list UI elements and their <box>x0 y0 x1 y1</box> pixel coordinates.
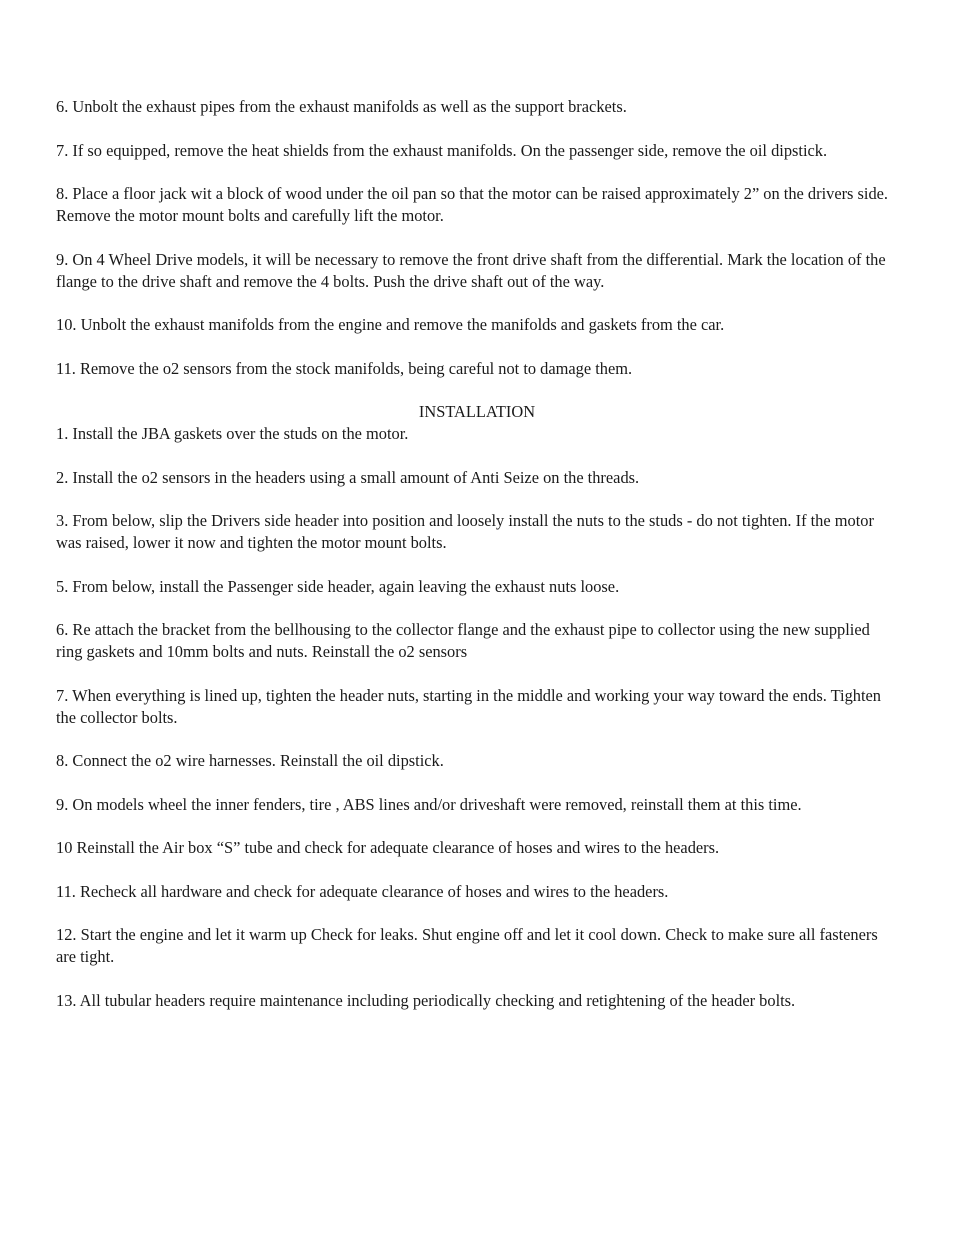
installation-step-2: 2. Install the o2 sensors in the headers using a small amount of Anti Seize on the threads. <box>56 467 640 487</box>
installation-step-9: 9. On models wheel the inner fenders, tire , ABS lines and/or driveshaft were removed, reinstall them at this time. <box>56 794 802 814</box>
installation-step-5: 5. From below, install the Passenger side header, again leaving the exhaust nuts loose. <box>56 576 620 596</box>
document-page <box>56 96 898 1033</box>
installation-step-13: 13. All tubular headers require maintenance including periodically checking and retightening of the header bolts. <box>56 990 796 1010</box>
installation-step-1: 1. Install the JBA gaskets over the studs on the motor. <box>56 424 409 443</box>
installation-step-3: 3. From below, slip the Drivers side header into position and loosely install the nuts to the studs - do not tighten. If the motor was raised, lower it now and tighten the motor mount bolts. <box>56 511 874 552</box>
installation-step-7: 7. When everything is lined up, tighten the header nuts, starting in the middle and working your way toward the ends. Tighten the collector bolts. <box>56 685 882 727</box>
removal-step-11: 11. Remove the o2 sensors from the stock manifolds, being careful not to damage them. <box>56 358 633 378</box>
installation-step-12: 12. Start the engine and let it warm up Check for leaks. Shut engine off and let it cool down. Check to make sure all fasteners are tight. <box>56 925 878 966</box>
removal-step-10: 10. Unbolt the exhaust manifolds from the engine and remove the manifolds and gaskets from the car. <box>56 315 725 334</box>
installation-step-8: 8. Connect the o2 wire harnesses. Reinstall the oil dipstick. <box>56 751 444 770</box>
installation-heading: INSTALLATION <box>418 402 536 421</box>
removal-step-8: 8. Place a floor jack wit a block of wood under the oil pan so that the motor can be raised approximately 2” on the drivers side. Remove the motor mount bolts and carefully lift the motor. <box>56 184 889 225</box>
installation-step-11: 11. Recheck all hardware and check for adequate clearance of hoses and wires to the headers. <box>56 881 669 901</box>
installation-step-6: 6. Re attach the bracket from the bellhousing to the collector flange and the exhaust pipe to collector using the new supplied ring gaskets and 10mm bolts and nuts. Reinstall the o2 sensors <box>56 620 870 661</box>
removal-step-9: 9. On 4 Wheel Drive models, it will be necessary to remove the front drive shaft from the differential. Mark the location of the flange to the drive shaft and remove the 4 bolts. Push the drive shaft out of the way. <box>56 249 886 291</box>
removal-step-7: 7. If so equipped, remove the heat shields from the exhaust manifolds. On the passenger side, remove the oil dipstick. <box>56 140 828 160</box>
removal-step-6: 6. Unbolt the exhaust pipes from the exhaust manifolds as well as the support brackets. <box>56 97 627 116</box>
installation-step-10: 10 Reinstall the Air box “S” tube and check for adequate clearance of hoses and wires to the headers. <box>56 838 720 857</box>
